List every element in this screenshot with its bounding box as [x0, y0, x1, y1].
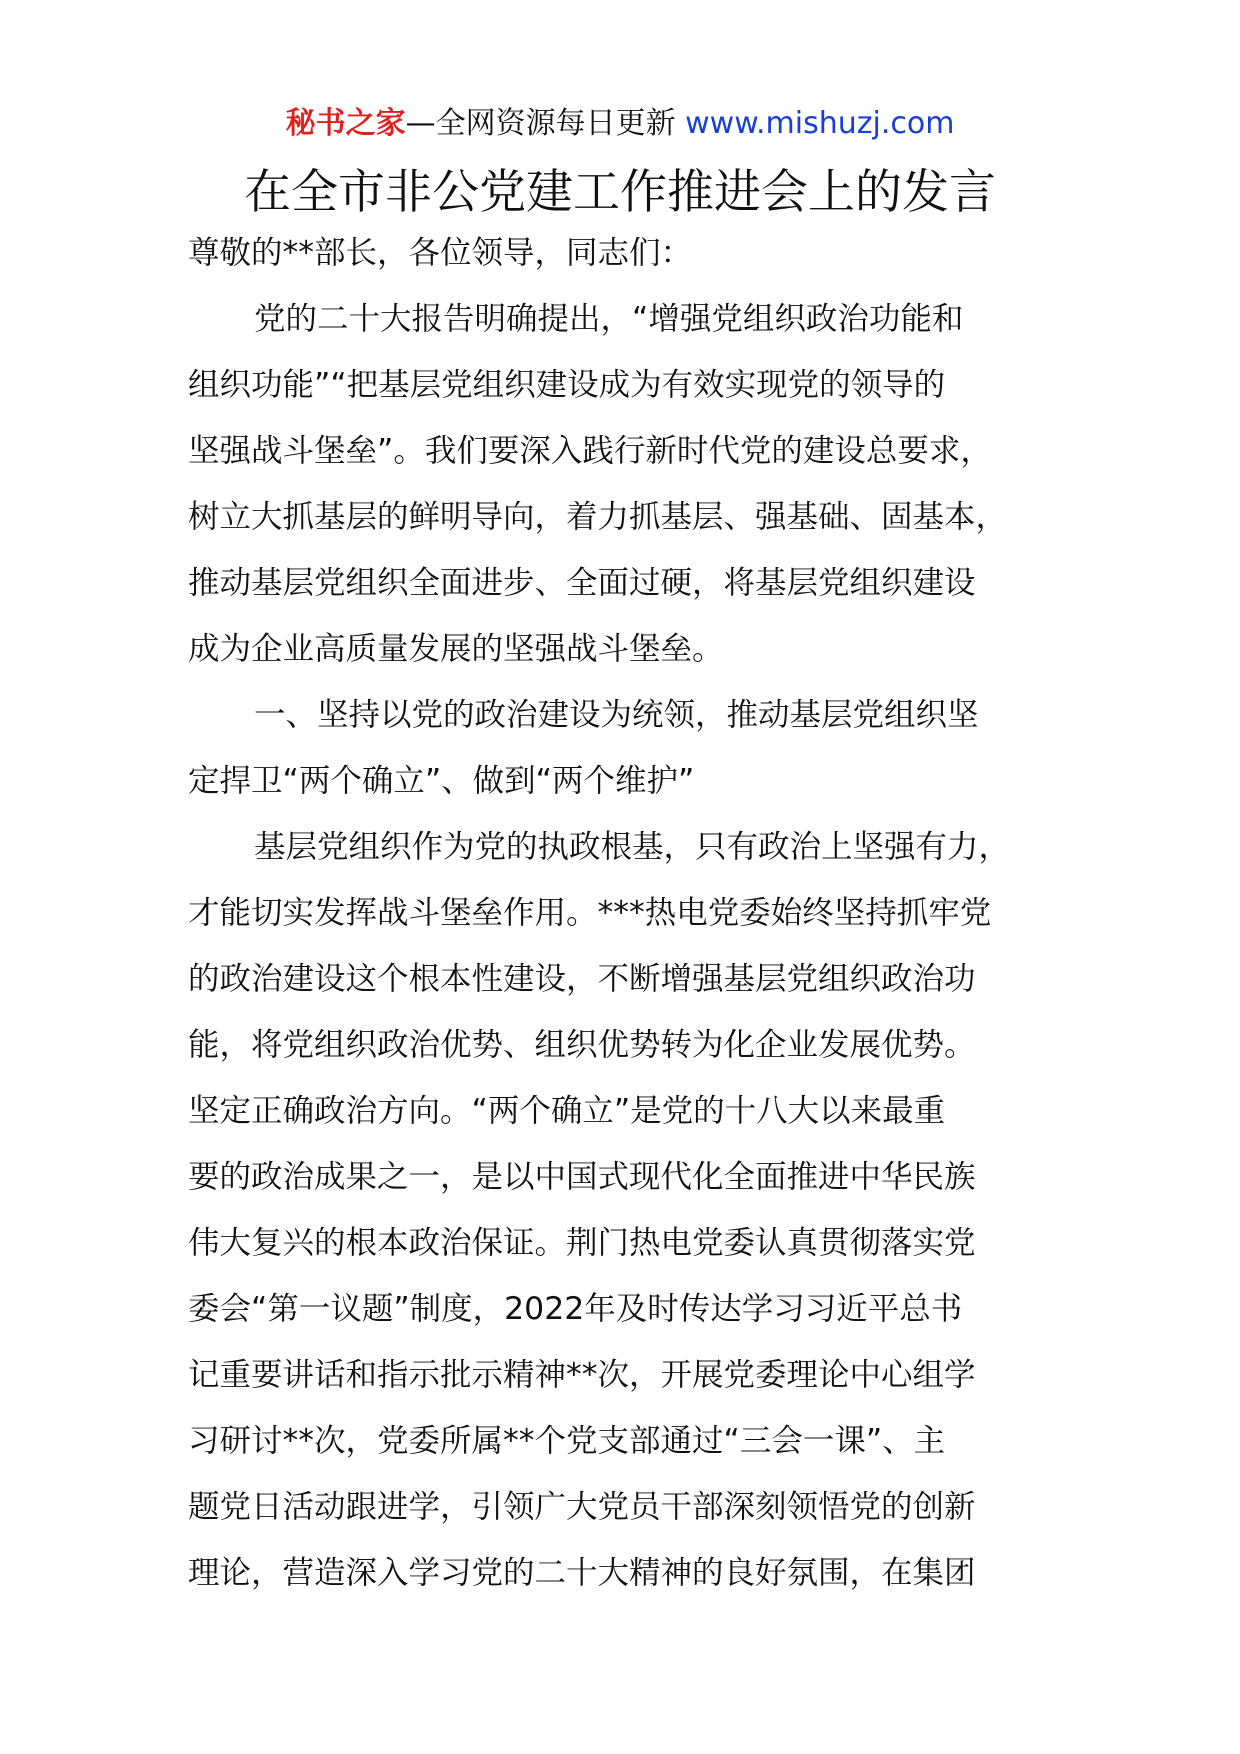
- text-line: 题党日活动跟进学，引领广大党员干部深刻领悟党的创新: [188, 1489, 976, 1525]
- text-line: 理论，营造深入学习党的二十大精神的良好氛围，在集团: [188, 1555, 976, 1591]
- text-line: 成为企业高质量发展的坚强战斗堡垒。: [188, 631, 724, 667]
- text-line: 才能切实发挥战斗堡垒作用。***热电党委始终坚持抓牢党: [188, 895, 992, 931]
- text-line: 能，将党组织政治优势、组织优势转为化企业发展优势。: [188, 1027, 976, 1063]
- text-line: 的政治建设这个根本性建设，不断增强基层党组织政治功: [188, 961, 976, 997]
- text-line: 坚强战斗堡垒”。我们要深入践行新时代党的建设总要求，: [188, 433, 992, 469]
- document-body: [188, 228, 1068, 1614]
- slogan: —全网资源每日更新: [405, 106, 676, 141]
- text-line: 记重要讲话和指示批示精神**次，开展党委理论中心组学: [188, 1357, 976, 1393]
- page-title: 在全市非公党建工作推进会上的发言: [244, 165, 996, 220]
- text-line: 习研讨**次，党委所属**个党支部通过“三会一课”、主: [188, 1423, 946, 1459]
- brand-name: 秘书之家: [285, 106, 406, 141]
- text-line: 伟大复兴的根本政治保证。荆门热电党委认真贯彻落实党: [188, 1225, 976, 1261]
- website-link[interactable]: www.mishuzj.com: [685, 106, 955, 141]
- text-line: 要的政治成果之一，是以中国式现代化全面推进中华民族: [188, 1159, 976, 1195]
- text-line: 树立大抓基层的鲜明导向，着力抓基层、强基础、固基本，: [188, 499, 1008, 535]
- section-heading-line: 定捍卫“两个确立”、做到“两个维护”: [188, 763, 695, 799]
- text-line: 推动基层党组织全面进步、全面过硬，将基层党组织建设: [188, 565, 976, 601]
- text-line: 基层党组织作为党的执政根基，只有政治上坚强有力，: [254, 829, 1011, 865]
- text-line: 坚定正确政治方向。“两个确立”是党的十八大以来最重: [188, 1093, 946, 1129]
- text-line: 党的二十大报告明确提出，“增强党组织政治功能和: [254, 301, 964, 337]
- header-banner: [0, 102, 1240, 146]
- salutation: 尊敬的**部长，各位领导，同志们：: [188, 235, 693, 271]
- section-heading-line: 一、坚持以党的政治建设为统领，推动基层党组织坚: [254, 697, 979, 733]
- text-line: 组织功能”“把基层党组织建设成为有效实现党的领导的: [188, 367, 946, 403]
- text-line: 委会“第一议题”制度，2022年及时传达学习习近平总书: [188, 1291, 963, 1327]
